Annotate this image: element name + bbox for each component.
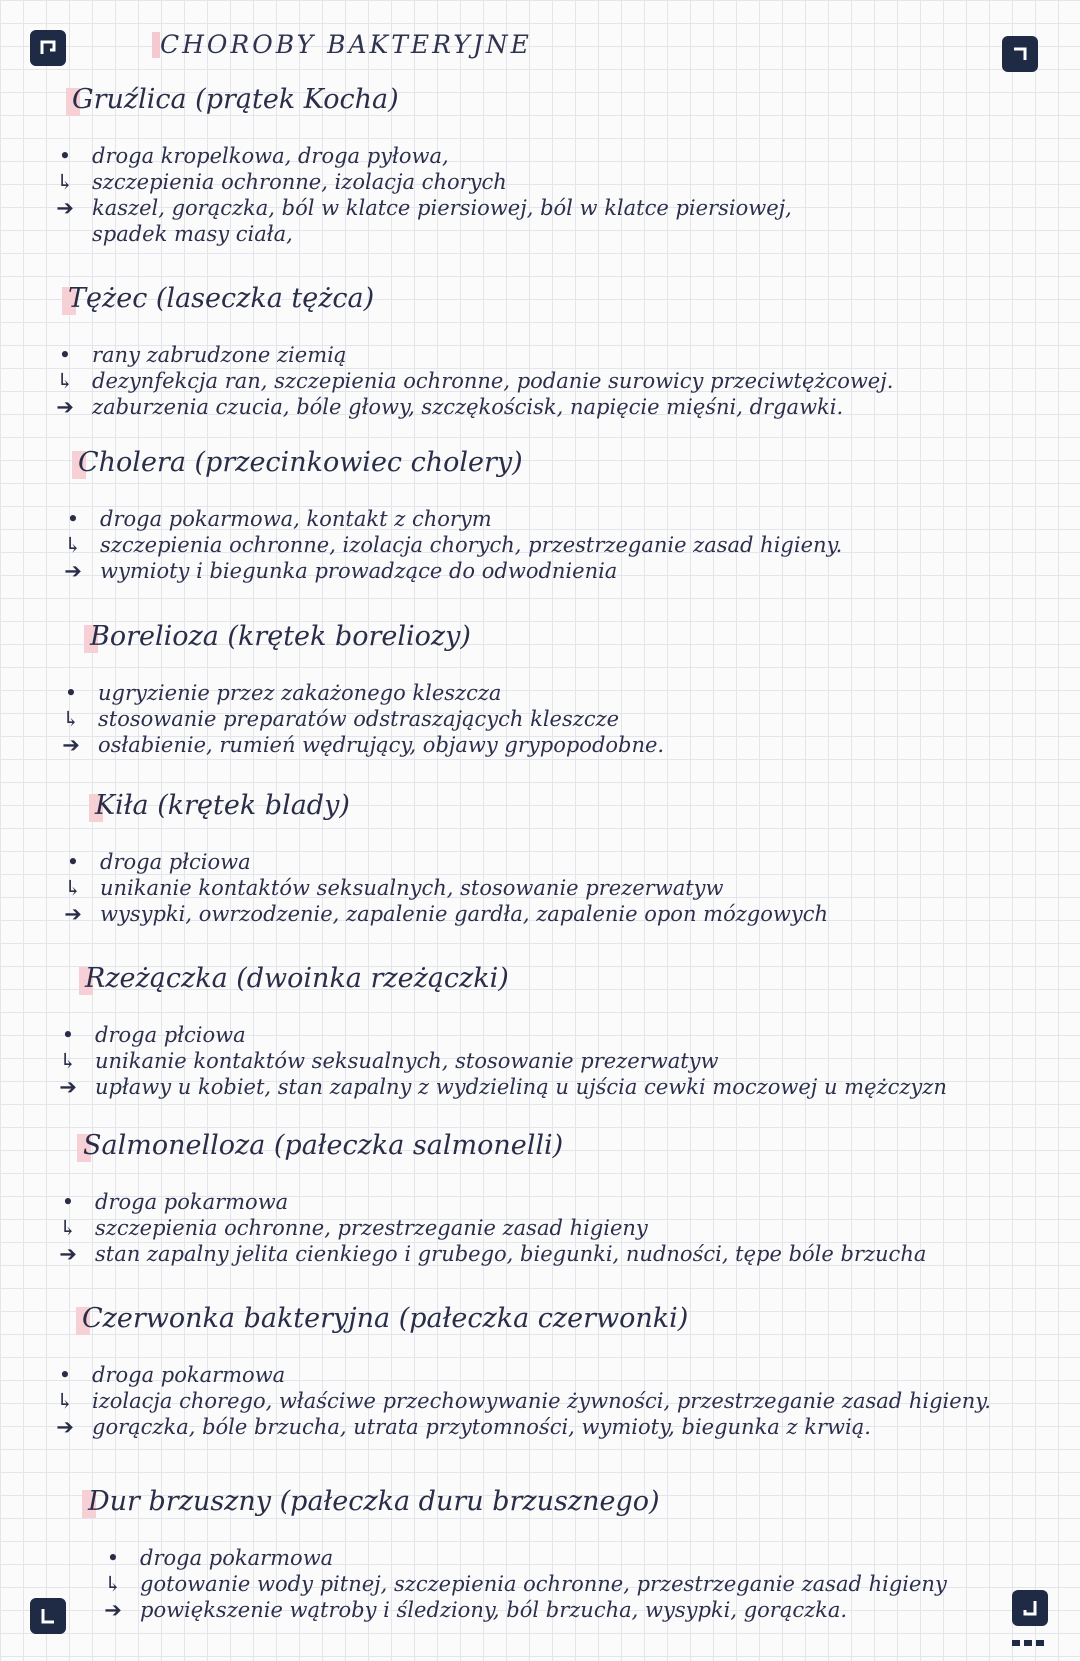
section-heading bbox=[82, 1303, 688, 1334]
section-heading bbox=[83, 1130, 563, 1161]
note-text: szczepienia ochronne, przestrzeganie zasad higieny bbox=[95, 1216, 648, 1240]
note-line bbox=[52, 1415, 871, 1439]
sub-arrow-icon: ↳ bbox=[56, 170, 74, 194]
section-heading-text: Dur brzuszny (pałeczka duru brzusznego) bbox=[88, 1486, 660, 1517]
note-text: gotowanie wody pitnej, szczepienia ochronne, przestrzeganie zasad higieny bbox=[140, 1572, 947, 1596]
note-line bbox=[60, 559, 617, 583]
bullet-icon: • bbox=[66, 850, 80, 874]
sub-arrow-icon: ↳ bbox=[56, 1389, 74, 1413]
note-text: kaszel, gorączka, ból w klatce piersiowej, ból w klatce piersiowej, bbox=[92, 196, 792, 220]
section-heading-text: Borelioza (krętek boreliozy) bbox=[90, 621, 471, 652]
page-title: CHOROBY BAKTERYJNE bbox=[160, 30, 532, 59]
note-line bbox=[52, 144, 449, 168]
arrow-icon: ➔ bbox=[64, 559, 82, 583]
note-line bbox=[58, 681, 501, 705]
arrow-icon: ➔ bbox=[104, 1598, 122, 1622]
note-text: rany zabrudzone ziemią bbox=[92, 343, 347, 367]
note-text: droga pokarmowa bbox=[95, 1190, 289, 1214]
section-heading-text: Kiła (krętek blady) bbox=[95, 790, 350, 821]
note-line bbox=[60, 533, 842, 557]
arrow-icon: ➔ bbox=[56, 196, 74, 220]
note-line bbox=[60, 902, 828, 926]
note-line bbox=[52, 222, 293, 246]
section-heading-text: Czerwonka bakteryjna (pałeczka czerwonki) bbox=[82, 1303, 689, 1334]
bullet-icon: • bbox=[106, 1546, 120, 1570]
note-text: unikanie kontaktów seksualnych, stosowanie prezerwatyw bbox=[100, 876, 724, 900]
sub-arrow-icon: ↳ bbox=[64, 533, 82, 557]
sub-arrow-icon: ↳ bbox=[62, 707, 80, 731]
bullet-icon: • bbox=[58, 1363, 72, 1387]
note-text: droga pokarmowa bbox=[140, 1546, 334, 1570]
note-line bbox=[52, 369, 893, 393]
section-heading bbox=[88, 1486, 660, 1517]
note-text: izolacja chorego, właściwe przechowywanie żywności, przestrzeganie zasad higieny. bbox=[92, 1389, 991, 1413]
note-text: upławy u kobiet, stan zapalny z wydzieliną u ujścia cewki moczowej u mężczyzn bbox=[95, 1075, 947, 1099]
section-heading bbox=[95, 790, 350, 821]
note-text: osłabienie, rumień wędrujący, objawy grypopodobne. bbox=[98, 733, 665, 757]
note-text: droga płciowa bbox=[95, 1023, 246, 1047]
note-line bbox=[100, 1546, 333, 1570]
note-text: droga płciowa bbox=[100, 850, 251, 874]
section-heading-text: Rzeżączka (dwoinka rzeżączki) bbox=[85, 963, 509, 994]
bullet-icon: • bbox=[61, 1023, 75, 1047]
note-line bbox=[58, 733, 664, 757]
note-text: stosowanie preparatów odstraszających kleszcze bbox=[98, 707, 620, 731]
note-text: gorączka, bóle brzucha, utrata przytomności, wymioty, biegunka z krwią. bbox=[92, 1415, 871, 1439]
section-heading bbox=[85, 963, 509, 994]
note-text: dezynfekcja ran, szczepienia ochronne, podanie surowicy przeciwtężcowej. bbox=[92, 369, 894, 393]
note-line bbox=[52, 343, 346, 367]
note-line bbox=[55, 1242, 926, 1266]
note-line bbox=[60, 876, 724, 900]
bullet-icon: • bbox=[61, 1190, 75, 1214]
note-text: spadek masy ciała, bbox=[92, 222, 293, 246]
note-line bbox=[52, 196, 792, 220]
bullet-icon: • bbox=[58, 144, 72, 168]
note-line bbox=[55, 1216, 648, 1240]
sub-arrow-icon: ↳ bbox=[104, 1572, 122, 1596]
note-text: stan zapalny jelita cienkiego i grubego, biegunki, nudności, tępe bóle brzucha bbox=[95, 1242, 927, 1266]
corner-bracket-icon bbox=[1012, 1590, 1048, 1626]
note-line bbox=[60, 507, 492, 531]
corner-bracket-icon bbox=[30, 1598, 66, 1634]
note-line bbox=[55, 1023, 246, 1047]
note-line bbox=[55, 1190, 288, 1214]
note-text: szczepienia ochronne, izolacja chorych bbox=[92, 170, 507, 194]
note-line bbox=[52, 170, 507, 194]
section-heading bbox=[90, 621, 471, 652]
bullet-icon: • bbox=[58, 343, 72, 367]
arrow-icon: ➔ bbox=[56, 395, 74, 419]
bullet-icon: • bbox=[64, 681, 78, 705]
section-heading-text: Cholera (przecinkowiec cholery) bbox=[78, 447, 523, 478]
note-line bbox=[100, 1598, 847, 1622]
note-line bbox=[100, 1572, 947, 1596]
arrow-icon: ➔ bbox=[59, 1075, 77, 1099]
note-text: wysypki, owrzodzenie, zapalenie gardła, zapalenie opon mózgowych bbox=[100, 902, 828, 926]
note-line bbox=[52, 395, 843, 419]
arrow-icon: ➔ bbox=[59, 1242, 77, 1266]
section-heading bbox=[68, 283, 374, 314]
note-text: droga kropelkowa, droga pyłowa, bbox=[92, 144, 449, 168]
note-text: szczepienia ochronne, izolacja chorych, przestrzeganie zasad higieny. bbox=[100, 533, 843, 557]
sub-arrow-icon: ↳ bbox=[64, 876, 82, 900]
bullet-icon: • bbox=[66, 507, 80, 531]
note-line bbox=[55, 1075, 947, 1099]
sub-arrow-icon: ↳ bbox=[59, 1049, 77, 1073]
note-line bbox=[52, 1389, 991, 1413]
arrow-icon: ➔ bbox=[56, 1415, 74, 1439]
section-heading-text: Tężec (laseczka tężca) bbox=[68, 283, 375, 314]
note-text: droga pokarmowa, kontakt z chorym bbox=[100, 507, 492, 531]
note-line bbox=[60, 850, 251, 874]
note-text: unikanie kontaktów seksualnych, stosowanie prezerwatyw bbox=[95, 1049, 719, 1073]
corner-bracket-icon bbox=[1002, 36, 1038, 72]
sub-arrow-icon: ↳ bbox=[59, 1216, 77, 1240]
note-text: wymioty i biegunka prowadzące do odwodnienia bbox=[100, 559, 618, 583]
arrow-icon: ➔ bbox=[62, 733, 80, 757]
section-heading bbox=[72, 84, 399, 115]
note-line bbox=[52, 1363, 285, 1387]
note-line bbox=[55, 1049, 719, 1073]
arrow-icon: ➔ bbox=[64, 902, 82, 926]
section-heading-text: Gruźlica (prątek Kocha) bbox=[72, 84, 399, 115]
section-heading bbox=[78, 447, 523, 478]
dots-icon bbox=[1012, 1640, 1044, 1646]
note-text: ugryzienie przez zakażonego kleszcza bbox=[98, 681, 502, 705]
corner-bracket-icon bbox=[30, 30, 66, 66]
sub-arrow-icon: ↳ bbox=[56, 369, 74, 393]
note-line bbox=[58, 707, 619, 731]
section-heading-text: Salmonelloza (pałeczka salmonelli) bbox=[83, 1130, 564, 1161]
note-text: droga pokarmowa bbox=[92, 1363, 286, 1387]
note-text: zaburzenia czucia, bóle głowy, szczękościsk, napięcie mięśni, drgawki. bbox=[92, 395, 844, 419]
note-text: powiększenie wątroby i śledziony, ból brzucha, wysypki, gorączka. bbox=[140, 1598, 848, 1622]
